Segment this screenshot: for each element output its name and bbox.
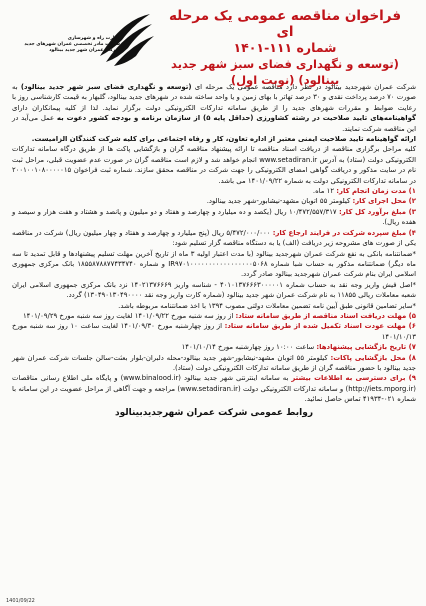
org-line-1: وزارت راه و شهرسازی [67, 36, 120, 41]
item-8-label: ۸) محل بازگشایی پاکات: [330, 353, 416, 362]
title-line-3: (توسعه و نگهداری فضای سبز شهر جدید بینالود) (نوبت اول) [171, 57, 399, 87]
intro-requirement: گواهینامه‌های تایید صلاحیت در رشته کشاورزی (حداقل پایه ۵) از سازمان برنامه و بودجه کشور دعوت به [56, 114, 416, 123]
item-5-value: از روز سه شنبه مورخ ۱۴۰۱/۰۹/۲۲ لغایت روز سه شنبه مورخ ۱۴۰۱/۰۹/۲۹ [22, 311, 236, 320]
item-more-info [12, 373, 416, 404]
item-6-label: ۶) مهلت عودت اسناد تکمیل شده از طریق سامانه ستاد: [224, 322, 416, 331]
title-line-2: شماره ۱۱۱-۱۴۰۱ [233, 40, 337, 55]
intro-text-2: به صورت ۷۰ درصد پرداخت نقدی و ۳۰ درصد تهاتر با بهای زمین و یا واحد ساخته شده در شهرهای جدید بینالود، گلبهار به قیمت کارشناسی روز با رعایت ضوابط و مقررات شهرهای جدید را از طریق سامانه تدارکات الکترونیکی دولت برگزار نماید. لذا از کلیه پیمانکاران دارای [12, 83, 416, 112]
deposit-option-b: *اصل فیش واریز وجه نقد به حساب شماره ۴۰۱۰۱۳۷۶۶۶۳۰۰۰۰۰۱ - شناسه واریز ۱۴۰۲۱۳۷۶۶۶۹ نزد بانک مرکزی جمهوری اسلامی ایران شعبه معاملات ریالی ۱۱۸۵۵ به نام شرکت عمران شهر جدید بینالود (شماره کارت واریز وجه نقد ۱۳۰۴۹۰۱۳۰۴۹۰۰۰۰) گردد. [12, 280, 416, 300]
intro-project-name: (توسعه و نگهداری فضای سبز شهر جدید بینالود) [20, 83, 192, 91]
item-location [12, 196, 416, 206]
ad-code: 1401/09/22 [6, 598, 35, 604]
item-opening-place [12, 353, 416, 374]
item-7-value: ساعت ۱۰:۰۰ روز چهارشنبه مورخ ۱۴۰۱/۱۰/۱۴ [181, 343, 317, 352]
deposit-option-c: *سایر تضامین قانونی طبق آیین نامه تضمین معاملات دولتی مصوب ۱۳۹۴ با اخذ ضمانتنامه مربوطه باشد. [118, 301, 416, 310]
item-7-label: ۷) تاریخ بازگشایی پیشنهادها: [316, 343, 416, 352]
item-1-label: ۱) مدت زمان انجام کار: [336, 187, 416, 196]
item-9-label: ۹) برای دسترسی به اطلاعات بیشتر [291, 374, 416, 383]
item-duration [12, 186, 416, 196]
item-2-label: ۲) محل اجرای کار: [352, 197, 416, 206]
company-logo [20, 10, 160, 80]
intro-text-1: شرکت عمران شهرجدید بینالود در نظر دارد مناقصه عمومی یک مرحله ای [191, 83, 416, 91]
procedure-paragraph: کلیه مراحل برگزاری مناقصه از دریافت اسناد مناقصه تا ارائه پیشنهاد مناقصه گران و بازگشایی پاکت ها از طریق درگاه سامانه تدارکات الکترونیکی دولت (ستاد) به آدرس www.setadiran.ir انجام خواهد شد و لازم است مناقصه گران در صورت عدم عضویت قبلی، مراحل ثبت نام در سایت مذکور و دریافت گواهی امضای الکترونیکی را جهت شرکت در مناقصه محقق سازند. شماره ثبت فراخوان ۲۰۰۱۰۰۱۰۸۰۰۰۰۰۱۵ در سامانه تدارکات الکترونیکی دولت به شماره ۱۴۰۱/۰۹/۲۲ می باشد. [12, 145, 416, 185]
deposit-option-guarantee [12, 249, 416, 280]
item-opening-date [12, 342, 416, 352]
org-line-2: شرکت مادر تخصصی عمران شهرهای جدید [24, 42, 120, 47]
deposit-option-cash [12, 280, 416, 301]
item-4-value: ۵/۴۷۲/۰۰۰/۰۰۰ ریال (پنج میلیارد و چهارصد و هفتاد و چهار میلیون ریال) [65, 228, 273, 237]
item-1-value: ۱۲ ماه. [312, 187, 337, 196]
org-line-3: شرکت عمران شهر جدید بینالود [49, 48, 120, 53]
logo-org-name [20, 36, 120, 54]
item-6-value: از روز چهارشنبه مورخ ۱۴۰۱/۰۹/۳۰ لغایت ساعت ۱۰ روز سه شنبه مورخ ۱۴۰۱/۱۰/۱۳ [12, 322, 416, 341]
item-9-value: به سامانه اینترنتی شهر جدید بینالود (www.binalood.ir) و پایگاه ملی اطلاع رسانی مناقصات (http://iets.mporg.ir) و سامانه تدارکات الکترونیکی دولت (www.setadiran.ir) مراجعه و جهت آگاهی از مراحل عضویت در این سامانه با شماره ۰۲۱-۴۱۹۳۴ تماس حاصل نمائید. [12, 374, 416, 404]
item-3-label: ۳) مبلغ برآورد کل کار: [339, 207, 416, 216]
deposit-option-a: *ضمانتنامه بانکی به نفع شرکت عمران شهرجدید بینالود (با مدت اعتبار اولیه ۳ ماه از تاریخ آخرین مهلت تسلیم پیشنهادها و قابل تمدید تا سه ماه دیگر) ضمانتنامه مذکور به حساب شبا شماره IR۹۷۰۱۰۰۰۰۰۰۰۰۰۰۰۰۰۰۰۰۰۵۰۶۸ و شماره ۱۸۵۵۸۷۸۸۷۷۴۳۴۷۴۰ بانک مرکزی جمهوری اسلامی ایران بنام شرکت عمران شهرجدید بینالود صادر گردد. [12, 249, 417, 279]
notice-body [12, 82, 416, 405]
item-doc-return [12, 321, 416, 342]
item-estimate [12, 207, 416, 228]
item-deposit [12, 228, 416, 249]
title-line-1: فراخوان مناقصه عمومی یک مرحله ای [168, 8, 402, 40]
deposit-option-other [12, 301, 416, 311]
item-5-label: ۵) مهلت دریافت اسناد مناقصه از طریق سامانه ستاد: [235, 311, 416, 320]
footer-signature: روابط عمومی شرکت عمران شهرجدیدبینالود [114, 407, 314, 418]
safety-note-text: ارائه گواهینامه تایید صلاحیت ایمنی معتبر از اداره تعاون، کار و رفاه اجتماعی برای کلیه شرکت کنندگان الزامیست. [31, 135, 416, 144]
safety-note [12, 134, 416, 144]
item-4-note: شرکت در مناقصه یکی از صورت های مشروحه زیر دریافت (الف) یا به دستگاه مناقصه گزار تسلیم شود: [12, 228, 416, 248]
intro-paragraph [12, 82, 416, 134]
item-doc-receipt [12, 311, 416, 321]
intro-text-3: عمل می‌آید در این مناقصه شرکت نمایند. [12, 114, 416, 133]
item-3-value: ۱۰/۴۷۲/۵۵۷/۳۱۷ ریال (یکصد و ده میلیارد و چهارصد و هفتاد و دو میلیون و پانصد و هشتاد و هفت هزار و سیصد و هفده ریال). [12, 207, 416, 227]
item-2-value: کیلومتر ۵۵ اتوبان مشهد-نیشابور-شهر جدید بینالود. [206, 197, 353, 206]
item-4-label: ۴) مبلغ سپرده شرکت در فرایند ارجاع کار: [272, 228, 416, 237]
notice-title [160, 8, 410, 88]
item-8-value: کیلومتر ۵۵ اتوبان مشهد-نیشابور-شهر جدید بینالود-محله دلبران-بلوار بعثت-سالن جلسات شرکت عمران شهر جدید بینالود با حضور مناقصه گران از طریق سامانه تدارکات الکترونیکی دولت (ستاد). [12, 353, 416, 372]
